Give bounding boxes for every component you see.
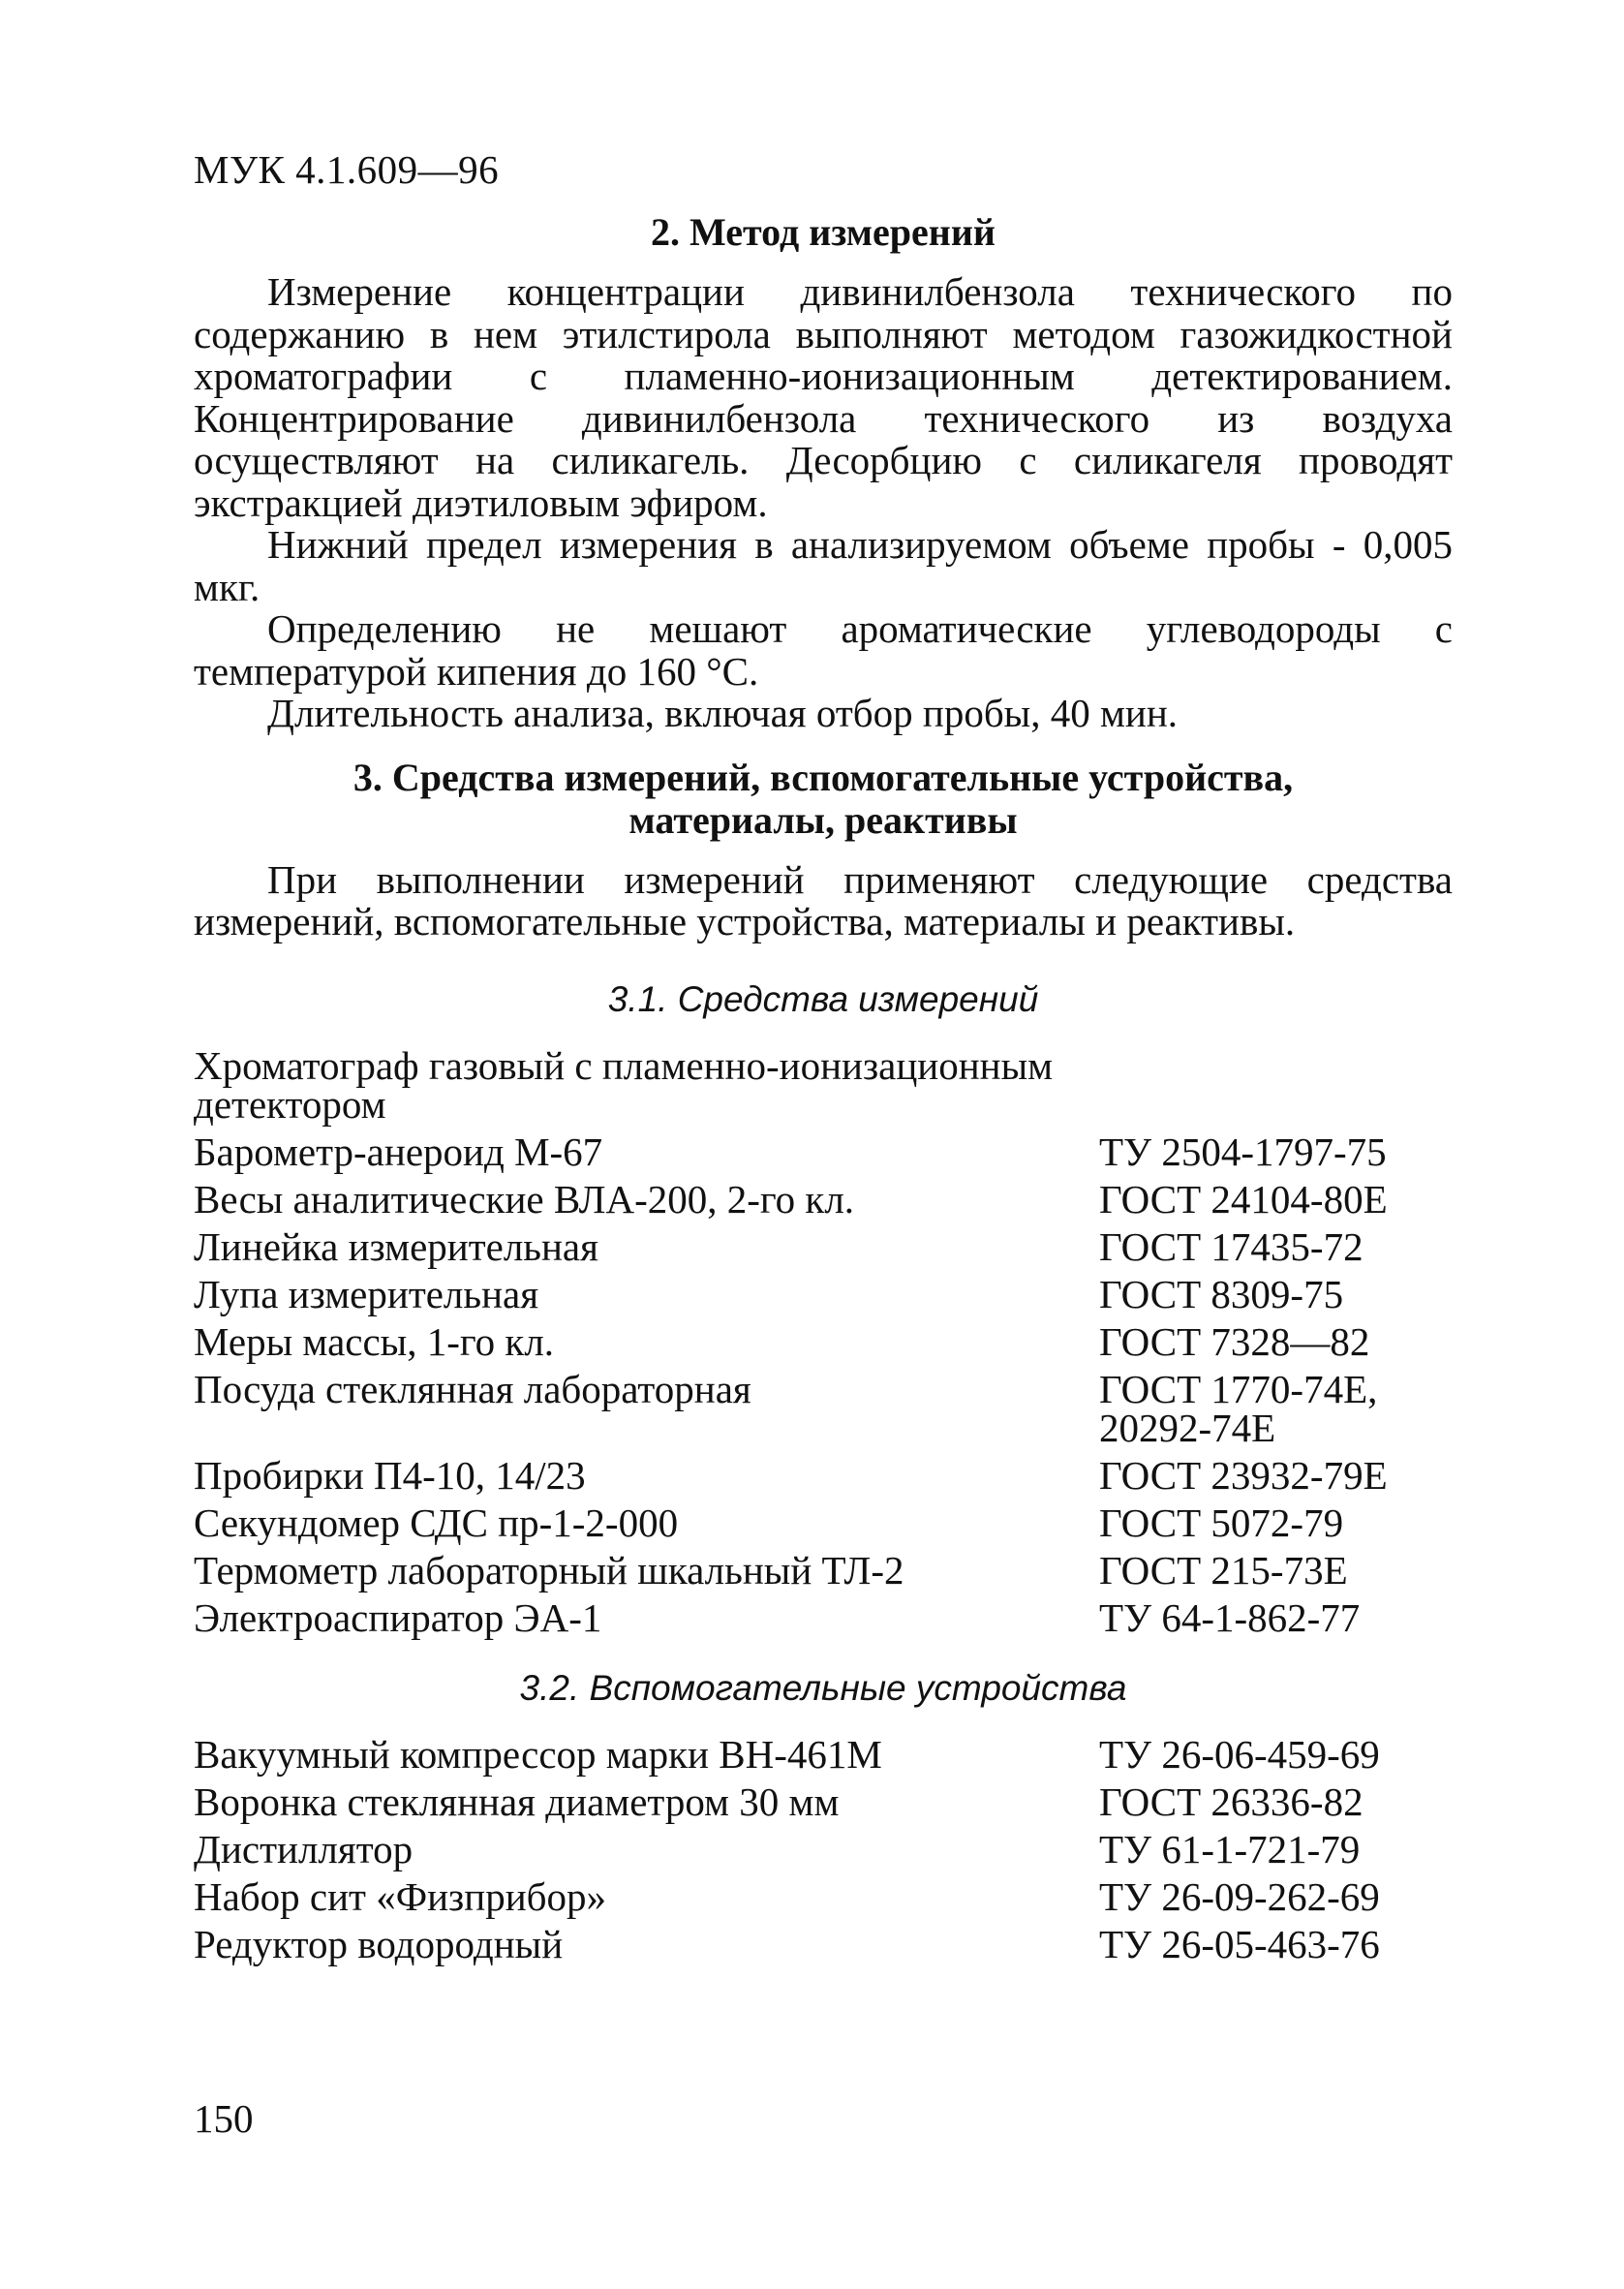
subsection-3-1-title: 3.1. Средства измерений xyxy=(607,978,1039,1019)
equipment-name: Набор сит «Физприбор» xyxy=(194,1873,606,1919)
table-row xyxy=(194,1735,1453,1782)
table-row xyxy=(194,1598,1453,1646)
section-3-title-line-1: 3. Средства измерений, вспомогательные устройства, xyxy=(352,755,1294,799)
spacer xyxy=(194,943,1453,978)
equipment-standard: ГОСТ 5072-79 xyxy=(1099,1500,1344,1545)
equipment-name: Хроматограф газовый с пламенно-ионизационным детектором xyxy=(194,1042,1054,1127)
equipment-standard: ТУ 2504-1797-75 xyxy=(1099,1129,1387,1174)
section-2-paragraph-2: Нижний предел измерения в анализируемом объеме пробы - 0,005 мкг. xyxy=(194,522,1453,609)
equipment-standard: ГОСТ 1770-74Е, 20292-74Е xyxy=(1099,1366,1378,1450)
table-row xyxy=(194,1180,1453,1227)
table-row xyxy=(194,1782,1453,1830)
equipment-name: Редуктор водородный xyxy=(194,1921,564,1966)
spacer xyxy=(194,735,1453,757)
section-3-heading xyxy=(194,757,1453,842)
subsection-3-2-title: 3.2. Вспомогательные устройства xyxy=(519,1667,1127,1708)
section-2-title: 2. Метод измерений xyxy=(651,210,996,254)
equipment-standard: ТУ 26-05-463-76 xyxy=(1099,1921,1380,1966)
section-2-heading xyxy=(194,211,1453,254)
table-row xyxy=(194,1877,1453,1925)
page-number: 150 xyxy=(194,2096,254,2141)
section-2-paragraph-3: Определению не мешают ароматические углеводороды с температурой кипения до 160 °С. xyxy=(194,606,1453,694)
section-3-intro: При выполнении измерений применяют следующие средства измерений, вспомогательные устройства, материалы и реактивы. xyxy=(194,856,1453,943)
equipment-standard: ТУ 26-06-459-69 xyxy=(1099,1731,1380,1777)
equipment-name: Вакуумный компрессор марки ВН-461М xyxy=(194,1731,882,1777)
equipment-name: Весы аналитические ВЛА-200, 2-го кл. xyxy=(194,1176,855,1222)
section-2-paragraph-4: Длительность анализа, включая отбор пробы, 40 мин. xyxy=(267,691,1179,735)
equipment-standard: ГОСТ 8309-75 xyxy=(1099,1271,1344,1316)
equipment-name: Посуда стеклянная лабораторная xyxy=(194,1366,751,1411)
section-2-paragraph-1: Измерение концентрации дивинилбензола технического по содержанию в нем этилстирола выполняют методом газожидкостной хроматографии с пламенно-ионизационным детектированием. Концентрирование дивинилбензола технического из воздуха осуществляют на силикагель. Десорбцию с силикагеля проводят экстракцией диэтиловым эфиром. xyxy=(194,269,1453,525)
equipment-standard: ГОСТ 215-73Е xyxy=(1099,1547,1348,1593)
equipment-standard: ТУ 64-1-862-77 xyxy=(1099,1594,1361,1640)
table-row xyxy=(194,1275,1453,1322)
table-row xyxy=(194,1227,1453,1275)
equipment-standard: ГОСТ 17435-72 xyxy=(1099,1223,1364,1269)
equipment-standard xyxy=(1099,1046,1453,1132)
table-row xyxy=(194,1046,1453,1132)
equipment-name: Лупа измерительная xyxy=(194,1271,539,1316)
equipment-name: Термометр лабораторный шкальный ТЛ-2 xyxy=(194,1547,904,1593)
table-row xyxy=(194,1830,1453,1877)
equipment-name: Пробирки П4-10, 14/23 xyxy=(194,1452,586,1498)
equipment-standard: ГОСТ 26336-82 xyxy=(1099,1779,1364,1824)
table-row xyxy=(194,1370,1453,1456)
equipment-name: Электроаспиратор ЭА-1 xyxy=(194,1594,602,1640)
equipment-standard: ГОСТ 24104-80Е xyxy=(1099,1176,1388,1222)
equipment-standard: ТУ 61-1-721-79 xyxy=(1099,1826,1361,1871)
table-row xyxy=(194,1132,1453,1180)
equipment-name: Линейка измерительная xyxy=(194,1223,598,1269)
table-row xyxy=(194,1322,1453,1370)
table-row xyxy=(194,1925,1453,1972)
auxiliary-devices-table xyxy=(194,1731,1453,1972)
equipment-name: Секундомер СДС пр-1-2-000 xyxy=(194,1500,679,1545)
equipment-name: Дистиллятор xyxy=(194,1826,414,1871)
equipment-standard: ГОСТ 7328—82 xyxy=(1099,1318,1370,1364)
measuring-instruments-table xyxy=(194,1042,1453,1646)
running-header: МУК 4.1.609—96 xyxy=(194,147,500,192)
section-3-title-line-2: материалы, реактивы xyxy=(628,797,1018,842)
table-row xyxy=(194,1551,1453,1598)
equipment-name: Воронка стеклянная диаметром 30 мм xyxy=(194,1779,840,1824)
table-row xyxy=(194,1503,1453,1551)
equipment-name: Барометр-анероид М-67 xyxy=(194,1129,603,1174)
table-row xyxy=(194,1456,1453,1503)
spacer xyxy=(194,1646,1453,1667)
equipment-standard: ГОСТ 23932-79Е xyxy=(1099,1452,1388,1498)
equipment-standard: ТУ 26-09-262-69 xyxy=(1099,1873,1380,1919)
document-page xyxy=(194,145,1453,2160)
equipment-name: Меры массы, 1-го кл. xyxy=(194,1318,555,1364)
